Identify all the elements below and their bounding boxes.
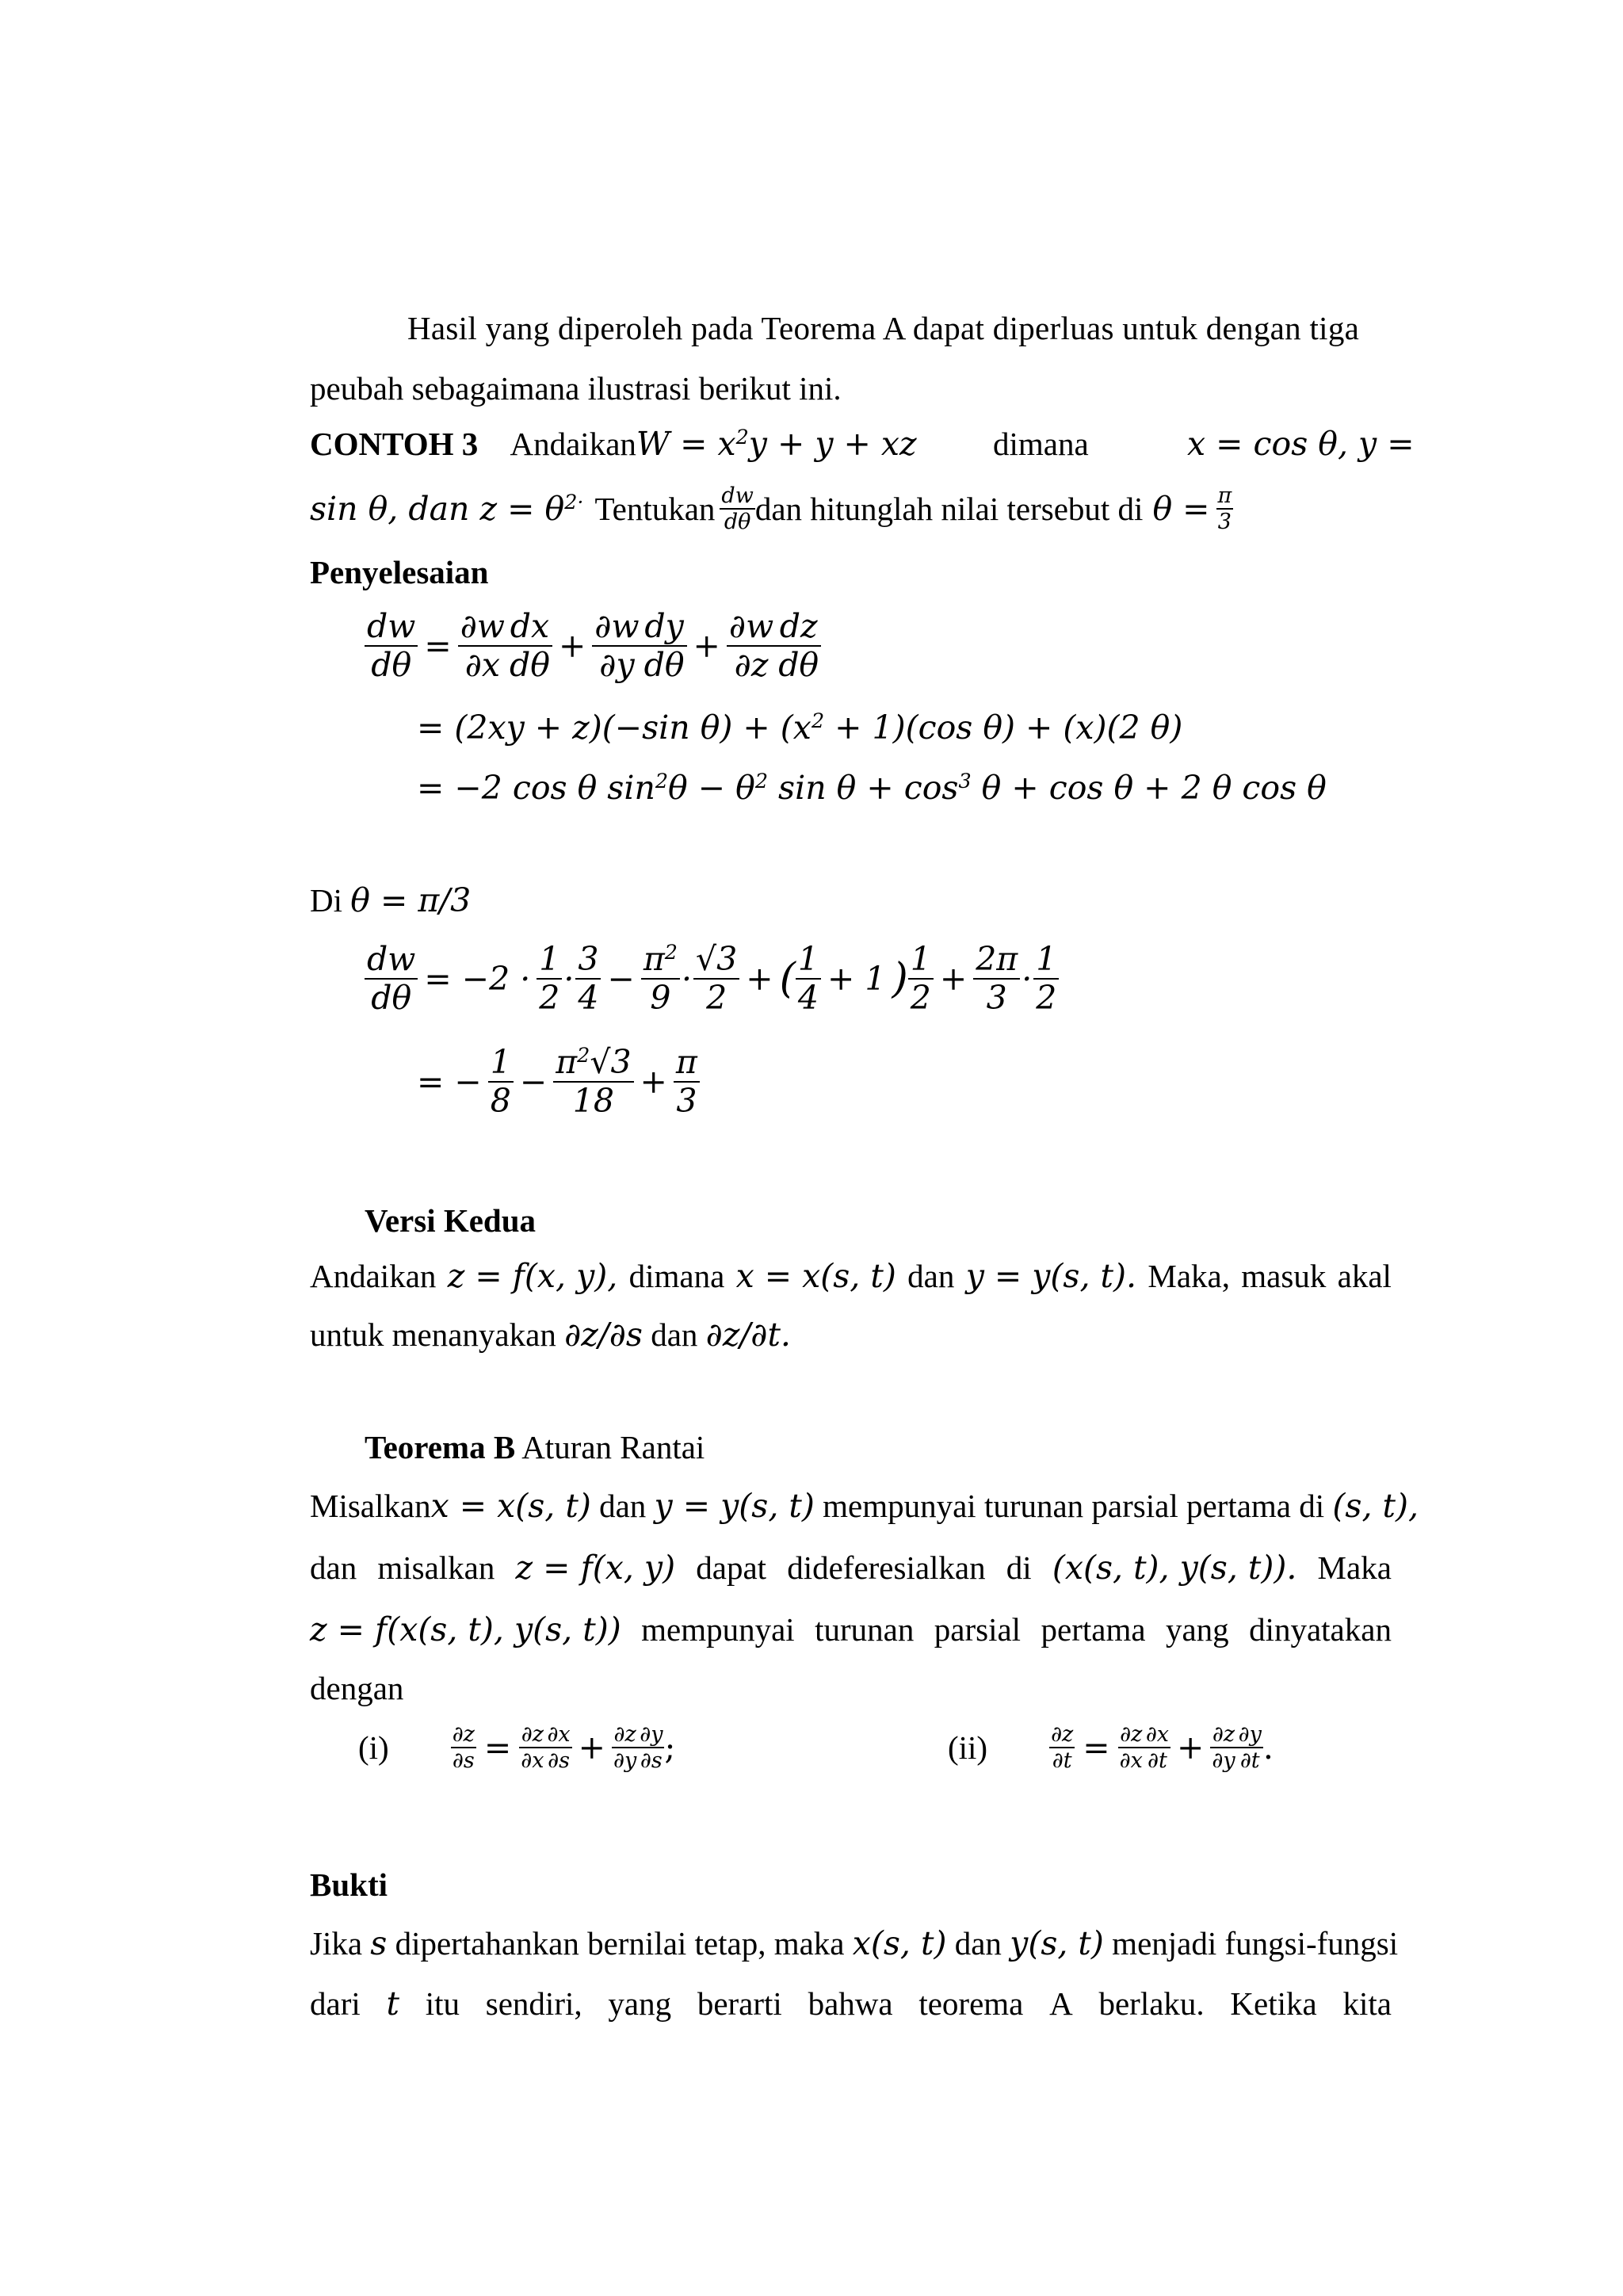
formula-i-label: (i) <box>358 1729 389 1766</box>
frac-dx-dtheta: $\frac{dx}{d\theta}$ <box>507 610 552 682</box>
math-x-xst: x = x(s, t) <box>735 1257 896 1295</box>
word: misalkan <box>377 1549 495 1586</box>
pi-denominator: 3 <box>1217 510 1232 534</box>
word: Jika <box>310 1925 363 1962</box>
evaluation-at-line <box>310 881 472 919</box>
evaluation-result: = − $\frac{1}{8}$ − $\frac{\pi^2√3}{18}$ + $\frac{\pi}{3}$ <box>417 1046 700 1117</box>
word: dan <box>907 1258 955 1294</box>
example-x-equation: x = cos θ, y = <box>1187 425 1415 463</box>
example-pi-over-3 <box>1216 485 1234 533</box>
math-z-composite: z = f(x(s, t), y(s, t)) <box>310 1610 621 1648</box>
word: masuk <box>1241 1258 1327 1294</box>
formula-i: (i) $\frac{\partial z}{\partial s}$ = $\frac{\partial z}{\partial x}$ $\frac{\partial x}{\partial s}$ + $\frac{\partial z}{\partial y}$ $\frac{\partial y}{\partial s}$ ; <box>358 1722 676 1773</box>
frac-dy-dtheta: $\frac{dy}{d\theta}$ <box>642 610 687 682</box>
word: mempunyai turunan parsial pertama di <box>823 1488 1325 1524</box>
versi-line-1 <box>310 1257 1392 1295</box>
word: Maka, <box>1148 1258 1230 1294</box>
word: dari <box>310 1985 361 2022</box>
formula-ii-label: (ii) <box>948 1729 988 1766</box>
theorem-line-4: dengan <box>310 1670 404 1706</box>
word: dan <box>651 1316 698 1353</box>
intro-line-1 <box>407 312 1392 345</box>
evaluation-at-value: θ = π/3 <box>350 881 472 919</box>
intro-line-2: peubah sebagaimana ilustrasi berikut ini. <box>310 370 842 407</box>
word: di <box>1006 1549 1032 1586</box>
versi-line-2-text: untuk menanyakan <box>310 1316 556 1353</box>
word: sendiri, <box>485 1985 582 2022</box>
example-dimana: dimana <box>993 426 1089 462</box>
solution-step-2: = −2 cos θ $\sin^2\theta - \theta^2$ $\sin \theta + \cos^3 \theta + \cos \theta + 2$ θ cos θ <box>417 769 1327 807</box>
proof-line-2 <box>310 1985 1392 2023</box>
math-y-yst: y = y(s, t). <box>965 1257 1137 1295</box>
word: kita <box>1342 1985 1392 2022</box>
word: Andaikan <box>310 1258 437 1294</box>
theorem-heading: Teorema B <box>365 1429 516 1465</box>
math-z-fxy: z = f(x, y) <box>515 1549 676 1587</box>
versi-kedua-heading: Versi Kedua <box>365 1202 537 1239</box>
fraction-numerator: dw <box>721 483 754 508</box>
word: Maka <box>1317 1549 1392 1586</box>
word: berarti <box>697 1985 782 2022</box>
word: menjadi fungsi-fungsi <box>1112 1925 1399 1962</box>
word: mempunyai <box>641 1611 795 1648</box>
formula-ii: (ii) $\frac{\partial z}{\partial t}$ = $\frac{\partial z}{\partial x}$ $\frac{\partial x}{\partial t}$ + $\frac{\partial z}{\partial y}$ $\frac{\partial y}{\partial t}$ . <box>948 1722 1274 1773</box>
frac-pw-pz: $\frac{\partial w}{\partial z}$ <box>727 610 776 682</box>
word: yang <box>608 1985 672 2022</box>
word: dan <box>599 1488 647 1524</box>
example-theta-eq: θ = <box>1152 489 1210 528</box>
evaluation-equation: $\frac{dw}{d\theta}$ = −2 · $\frac{1}{2}$ · $\frac{3}{4}$ − $\frac{\pi^2}{9}$ · $\frac{√3}{2}$ + ( $\frac{1}{4}$ + 1 ) $\frac{1}{2}$ + $\frac{2\pi}{3}$ · $\frac{1}{2}$ <box>365 943 1059 1014</box>
math-x: x = x(s, t) <box>430 1487 591 1525</box>
intro-line-1-text: Hasil yang diperoleh pada Teorema A dapat diperluas untuk dengan tiga <box>407 310 1360 346</box>
example-label: CONTOH 3 <box>310 426 479 462</box>
word: Ketika <box>1230 1985 1317 2022</box>
pi-numerator: π <box>1217 483 1232 508</box>
word: akal <box>1337 1258 1392 1294</box>
word: yang <box>1165 1611 1229 1648</box>
math-s: s <box>370 1924 388 1962</box>
theorem-line-2 <box>310 1549 1392 1587</box>
word: itu <box>425 1985 460 2022</box>
frac-pw-py: $\frac{\partial w}{\partial y}$ <box>592 610 641 682</box>
frac-dw-dtheta: $\frac{dw}{d\theta}$ <box>365 610 418 682</box>
word: pertama <box>1041 1611 1146 1648</box>
proof-heading: Bukti <box>310 1866 388 1903</box>
example-w-equation: $W = x^2y + y$ + xz <box>636 425 917 463</box>
theorem-line-3 <box>310 1610 1392 1648</box>
word: dan <box>310 1549 357 1586</box>
word: dinyatakan <box>1249 1611 1392 1648</box>
math-st: (s, t), <box>1332 1487 1419 1525</box>
versi-line-2 <box>310 1316 791 1354</box>
word: dapat <box>696 1549 767 1586</box>
word: dan <box>954 1925 1002 1962</box>
math-dz-ds: ∂z/∂s <box>564 1316 643 1354</box>
proof-line-1 <box>310 1924 1399 1962</box>
word: dipertahankan bernilai tetap, maka <box>395 1925 845 1962</box>
theorem-heading-line <box>365 1431 705 1464</box>
math-xst: x(s, t) <box>852 1924 947 1962</box>
word: teorema <box>918 1985 1024 2022</box>
chain-rule-equation: $\frac{dw}{d\theta}$ = $\frac{\partial w}{\partial x}$ $\frac{dx}{d\theta}$ + $\frac{\partial w}{\partial y}$ $\frac{dy}{d\theta}$ + $\frac{\partial w}{\partial z}$ $\frac{dz}{d\theta}$ <box>365 610 821 682</box>
example-hitung: dan hitunglah nilai tersebut di <box>754 490 1144 527</box>
math-z-f: z = f(x, y), <box>447 1257 618 1295</box>
word: dimana <box>628 1258 725 1294</box>
example-second-line <box>310 485 1233 533</box>
example-andaikan: Andaikan <box>510 426 636 462</box>
theorem-title: Aturan Rantai <box>521 1429 705 1465</box>
frac-dz-dtheta: $\frac{dz}{d\theta}$ <box>776 610 821 682</box>
theorem-line-1 <box>310 1487 1419 1525</box>
word: turunan <box>815 1611 915 1648</box>
word: berlaku. <box>1098 1985 1205 2022</box>
word: parsial <box>934 1611 1022 1648</box>
math-yst: y(s, t) <box>1010 1924 1104 1962</box>
solution-heading: Penyelesaian <box>310 554 489 590</box>
math-point: (x(s, t), y(s, t)). <box>1052 1549 1297 1587</box>
evaluation-at-label: Di <box>310 882 342 919</box>
word: A <box>1049 1985 1073 2022</box>
example-tentukan: Tentukan <box>594 490 716 527</box>
example-dw-dtheta-fraction <box>720 485 754 533</box>
math-dz-dt: ∂z/∂t. <box>705 1316 791 1354</box>
word: dideferesialkan <box>787 1549 986 1586</box>
fraction-denominator: dθ <box>724 510 751 534</box>
solution-step-1: = (2xy + z)(−sin $\theta) + (x^2 + 1)(\cos$ θ) + (x)(2 θ) <box>417 709 1183 747</box>
word: Misalkan <box>310 1488 431 1524</box>
word: bahwa <box>808 1985 893 2022</box>
frac-pw-px: $\frac{\partial w}{\partial x}$ <box>458 610 507 682</box>
math-y: y = y(s, t) <box>654 1487 815 1525</box>
example-label-line <box>310 425 917 463</box>
math-t: t <box>386 1985 399 2023</box>
example-yz-equation: sin θ, dan $z = \theta^{2\cdot}$ <box>310 489 584 528</box>
